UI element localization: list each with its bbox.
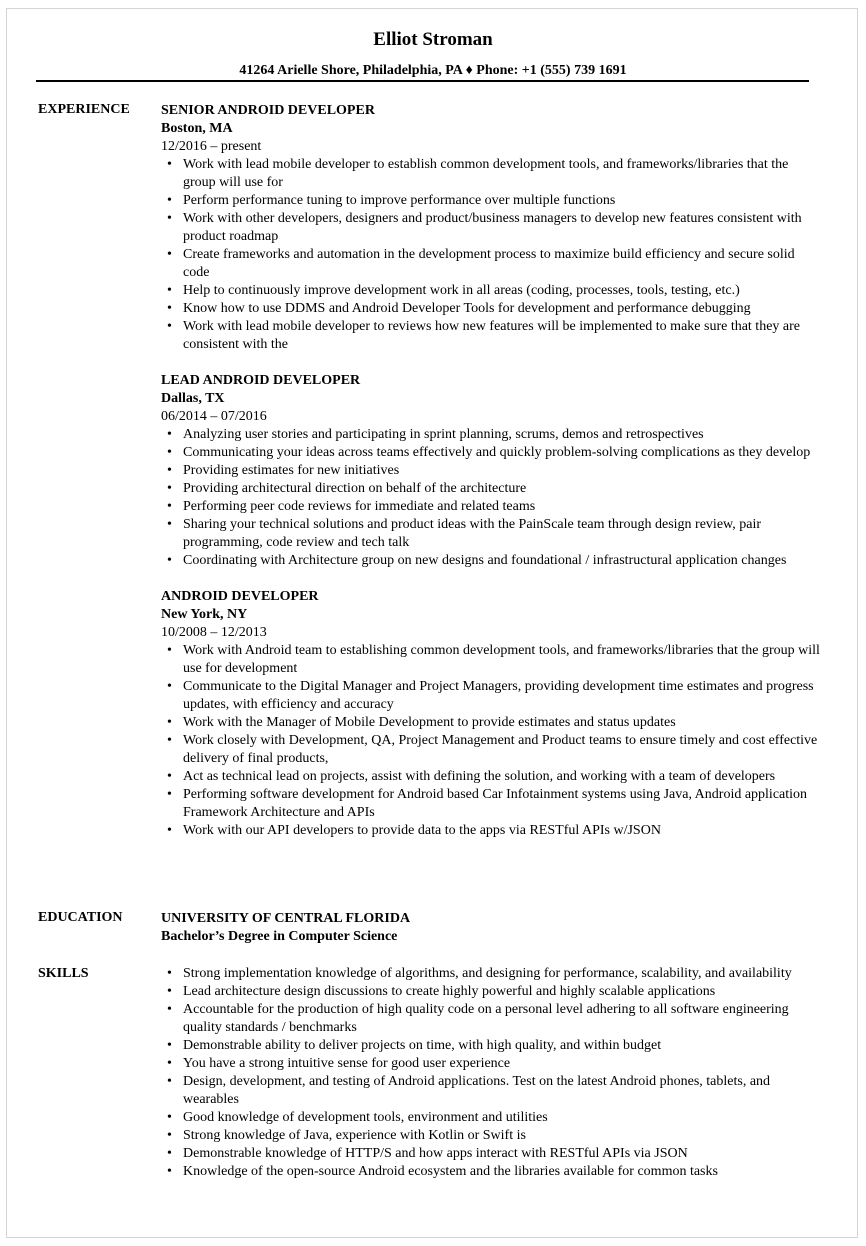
list-item: • Accountable for the production of high quality code on a personal level adhering to all software engineering quality standards / benchmarks	[161, 1001, 821, 1037]
degree: Bachelor’s Degree in Computer Science	[161, 929, 398, 944]
job-entry	[161, 372, 821, 570]
list-item: • Work with Android team to establishing common development tools, and frameworks/libraries that the group will use for development	[161, 642, 821, 678]
education-section	[161, 910, 821, 946]
list-item: • Performing peer code reviews for immediate and related teams	[161, 498, 821, 516]
list-item: • Work with other developers, designers and product/business managers to develop new features consistent with product roadmap	[161, 210, 821, 246]
job-entry	[161, 102, 821, 354]
list-item: • You have a strong intuitive sense for good user experience	[161, 1055, 821, 1073]
list-item: • Providing estimates for new initiatives	[161, 462, 821, 480]
education-heading: EDUCATION	[38, 910, 123, 925]
skills-heading: SKILLS	[38, 966, 89, 981]
job-bullets	[161, 156, 821, 354]
list-item: • Perform performance tuning to improve performance over multiple functions	[161, 192, 821, 210]
job-dates: 06/2014 – 07/2016	[161, 409, 267, 424]
job-title: SENIOR ANDROID DEVELOPER	[161, 103, 375, 118]
job-bullets	[161, 642, 821, 840]
list-item: • Demonstrable knowledge of HTTP/S and how apps interact with RESTful APIs via JSON	[161, 1145, 821, 1163]
list-item: • Demonstrable ability to deliver projects on time, with high quality, and within budget	[161, 1037, 821, 1055]
list-item: • Act as technical lead on projects, assist with defining the solution, and working with a team of developers	[161, 768, 821, 786]
list-item: • Work closely with Development, QA, Project Management and Product teams to ensure timely and cost effective delivery of final products,	[161, 732, 821, 768]
list-item: • Work with lead mobile developer to reviews how new features will be implemented to make sure that they are consistent with the	[161, 318, 821, 354]
contact-line: 41264 Arielle Shore, Philadelphia, PA ♦ Phone: +1 (555) 739 1691	[239, 63, 627, 78]
job-dates: 12/2016 – present	[161, 139, 262, 154]
job-location: Dallas, TX	[161, 391, 225, 406]
list-item: • Create frameworks and automation in the development process to maximize build efficiency and secure solid code	[161, 246, 821, 282]
list-item: • Strong implementation knowledge of algorithms, and designing for performance, scalability, and availability	[161, 965, 821, 983]
list-item: • Performing software development for Android based Car Infotainment systems using Java, Android application Framework Architecture and APIs	[161, 786, 821, 822]
experience-heading: EXPERIENCE	[38, 102, 130, 117]
job-dates: 10/2008 – 12/2013	[161, 625, 267, 640]
list-item: • Coordinating with Architecture group on new designs and foundational / infrastructural application changes	[161, 552, 821, 570]
list-item: • Design, development, and testing of Android applications. Test on the latest Android phones, tablets, and wearables	[161, 1073, 821, 1109]
list-item: • Work with our API developers to provide data to the apps via RESTful APIs w/JSON	[161, 822, 821, 840]
list-item: • Knowledge of the open-source Android ecosystem and the libraries available for common tasks	[161, 1163, 821, 1181]
list-item: • Work with the Manager of Mobile Development to provide estimates and status updates	[161, 714, 821, 732]
candidate-name: Elliot Stroman	[373, 29, 493, 50]
job-location: New York, NY	[161, 607, 248, 622]
skills-list	[161, 965, 821, 1181]
job-location: Boston, MA	[161, 121, 233, 136]
list-item: • Help to continuously improve development work in all areas (coding, processes, tools, testing, etc.)	[161, 282, 821, 300]
list-item: • Good knowledge of development tools, environment and utilities	[161, 1109, 821, 1127]
job-bullets	[161, 426, 821, 570]
list-item: • Communicate to the Digital Manager and Project Managers, providing development time estimates and progress updates, with efficiency and accuracy	[161, 678, 821, 714]
list-item: • Lead architecture design discussions to create highly powerful and highly scalable applications	[161, 983, 821, 1001]
school-name: UNIVERSITY OF CENTRAL FLORIDA	[161, 911, 411, 926]
skills-section	[161, 965, 821, 1181]
header-divider	[36, 80, 809, 82]
job-entry	[161, 588, 821, 840]
list-item: • Analyzing user stories and participating in sprint planning, scrums, demos and retrospectives	[161, 426, 821, 444]
list-item: • Sharing your technical solutions and product ideas with the PainScale team through design review, pair programming, code review and tech talk	[161, 516, 821, 552]
list-item: • Providing architectural direction on behalf of the architecture	[161, 480, 821, 498]
list-item: • Communicating your ideas across teams effectively and quickly problem-solving complications as they develop	[161, 444, 821, 462]
job-title: LEAD ANDROID DEVELOPER	[161, 373, 361, 388]
list-item: • Strong knowledge of Java, experience with Kotlin or Swift is	[161, 1127, 821, 1145]
experience-section	[161, 102, 821, 840]
list-item: • Work with lead mobile developer to establish common development tools, and frameworks/libraries that the group will use for	[161, 156, 821, 192]
list-item: • Know how to use DDMS and Android Developer Tools for development and performance debugging	[161, 300, 821, 318]
job-title: ANDROID DEVELOPER	[161, 589, 319, 604]
